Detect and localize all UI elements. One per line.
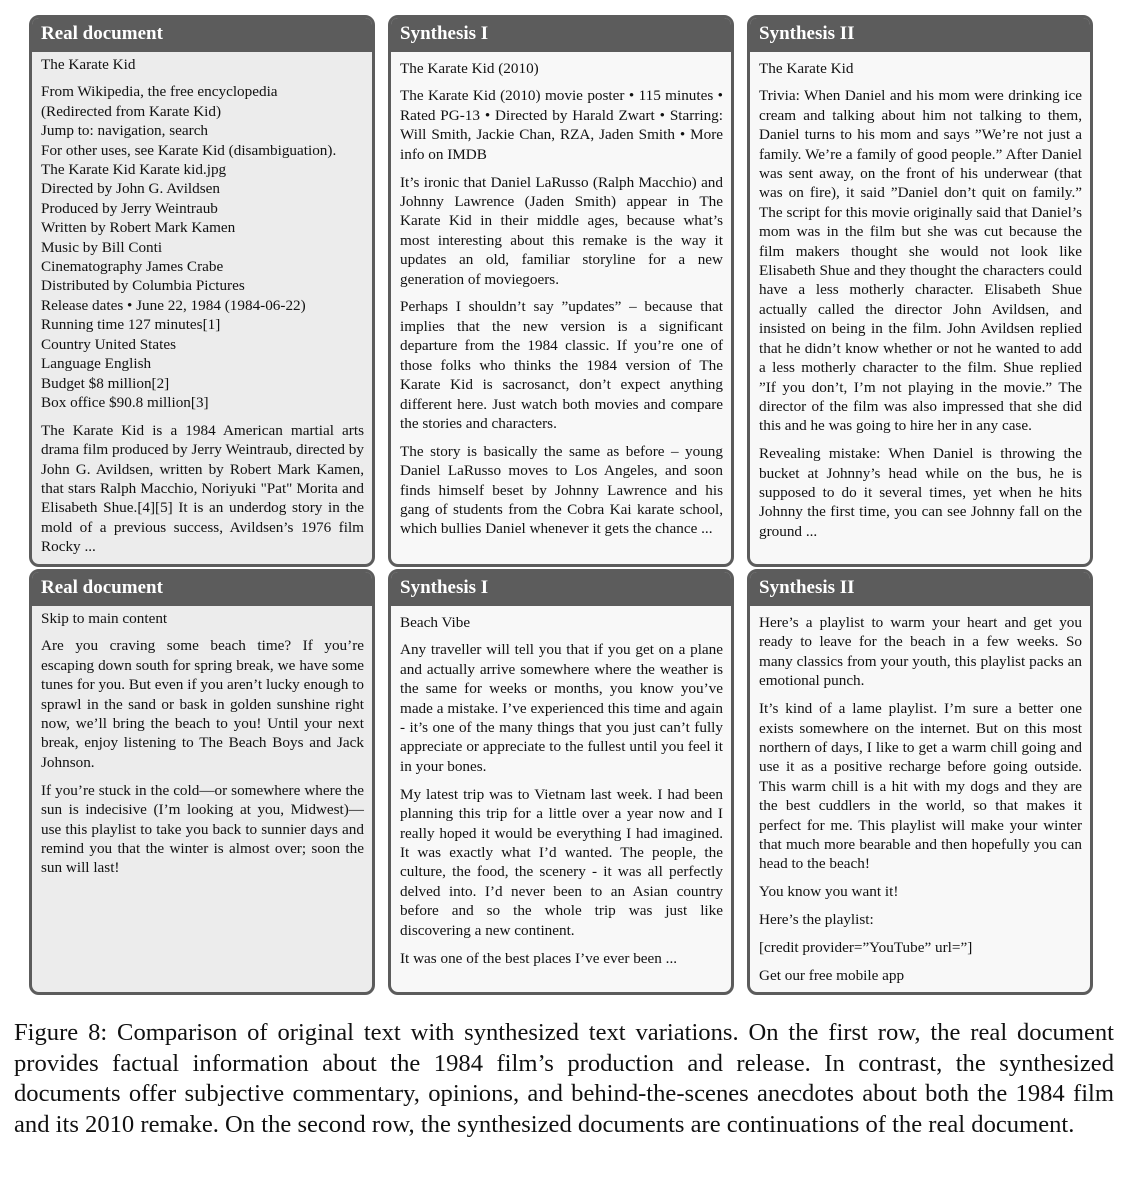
infobox-line: Country United States: [41, 335, 176, 353]
infobox-lines: [41, 82, 364, 412]
paragraph: The story is basically the same as before – young Daniel LaRusso moves to Los Angeles, and soon finds himself beset by Johnny Lawrence and his gang of students from the Cobra Kai karate school, which bullies Daniel whenever it gets the chance ...: [400, 442, 723, 538]
infobox-line: Running time 127 minutes[1]: [41, 316, 221, 334]
document-title: Beach Vibe: [400, 614, 471, 631]
figure-caption: [14, 1018, 1114, 1140]
document-title: The Karate Kid: [41, 56, 136, 73]
paragraph: Revealing mistake: When Daniel is throwing the bucket at Johnny’s head while on the bus, he is supposed to do it several times, yet when he hits Johnny the first time, you can see Johnny fall on the ground ...: [759, 445, 1082, 540]
infobox-line: (Redirected from Karate Kid): [41, 102, 222, 120]
card-header: Synthesis II: [750, 572, 1090, 606]
paragraph: [credit provider=”YouTube” url=”]: [759, 939, 973, 957]
card-real-document-row2: [29, 569, 375, 995]
infobox-line: Budget $8 million[2]: [41, 374, 170, 392]
card-body: [32, 52, 372, 557]
card-header: Synthesis II: [750, 18, 1090, 52]
paragraph: Trivia: When Daniel and his mom were drinking ice cream and talking about him not talking to them, Daniel turns to his mom and says ”We’re not just a family. We’re a family of good people.” After Daniel was sent away, on the front of his underwear (that was on fire), it said ”Daniel don’t quit on family.” The script for this movie originally said that Daniel’s mom was in the film but she was cut because the film makers thought she would not look like Elisabeth Shue and they thought the characters could have a less motherly character. Elisabeth Shue actually called the director John Avildsen, and insisted on being in the film. John Avildsen replied that he didn’t know whether or not he wanted to add a less motherly character to the film. Shue replied ”If you don’t, I’m not playing in the movie.” The director of the film was also impressed that she did this and he was going to hire her in any case.: [759, 87, 1082, 435]
paragraph: Here’s the playlist:: [759, 911, 874, 929]
infobox-line: Directed by John G. Avildsen: [41, 180, 220, 198]
card-synthesis-2-row2: [747, 569, 1093, 995]
document-title: The Karate Kid: [759, 60, 854, 77]
infobox-line: Language English: [41, 355, 152, 373]
infobox-line: Jump to: navigation, search: [41, 122, 209, 140]
paragraph: You know you want it!: [759, 883, 899, 901]
card-synthesis-1-row2: [388, 569, 734, 995]
paragraph: Here’s a playlist to warm your heart and get you ready to leave for the beach in a few weeks. So many classics from your youth, this playlist packs an emotional punch.: [759, 614, 1082, 690]
document-title: The Karate Kid (2010): [400, 60, 539, 77]
paragraph: It was one of the best places I’ve ever been ...: [400, 949, 678, 967]
infobox-line: Cinematography James Crabe: [41, 258, 224, 276]
card-header: Synthesis I: [391, 572, 731, 606]
card-synthesis-1-row1: [388, 15, 734, 567]
infobox-line: Music by Bill Conti: [41, 238, 163, 256]
paragraph: Perhaps I shouldn’t say ”updates” – because that implies that the new version is a significant departure from the 1984 classic. If you’re one of those folks who thinks the 1984 version of The Karate Kid is sacrosanct, don’t expect anything different here. Just watch both movies and compare the stories and characters.: [400, 298, 723, 432]
infobox-line: The Karate Kid Karate kid.jpg: [41, 161, 227, 179]
card-body: [750, 52, 1090, 541]
infobox-line: From Wikipedia, the free encyclopedia: [41, 83, 278, 101]
infobox-line: Written by Robert Mark Kamen: [41, 219, 236, 237]
paragraph: Get our free mobile app: [759, 967, 905, 984]
paragraph: Are you craving some beach time? If you’re escaping down south for spring break, we have some tunes for you. But even if you aren’t lucky enough to sprawl in the sand or bask in golden sunshine right now, we’ll bring the beach to you! Until your next break, enjoy listening to The Beach Boys and Jack Johnson.: [41, 637, 364, 771]
document-title: Skip to main content: [41, 610, 168, 627]
paragraph: It’s ironic that Daniel LaRusso (Ralph Macchio) and Johnny Lawrence (Jaden Smith) appear in The Karate Kid in their middle ages, because what’s most interesting about this remake is the way it updates an old, familiar storyline for a new generation of moviegoers.: [400, 173, 723, 288]
infobox-line: Produced by Jerry Weintraub: [41, 199, 218, 217]
card-synthesis-2-row1: [747, 15, 1093, 567]
paragraph: If you’re stuck in the cold—or somewhere where the sun is indecisive (I’m looking at you, Midwest)—use this playlist to take you back to sunnier days and remind you that the winter is almost over; soon the sun will last!: [41, 781, 364, 877]
card-real-document-row1: [29, 15, 375, 567]
card-header: Real document: [32, 18, 372, 52]
paragraph: Any traveller will tell you that if you get on a plane and actually arrive somewhere where the weather is the same for weeks or months, you know you’ve made a mistake. I’ve experienced this time and again - it’s one of the many things that you just can’t fully appreciate or appreciate to the fullest until you feel it in your bones.: [400, 641, 723, 775]
paragraph: The Karate Kid is a 1984 American martial arts drama film produced by Jerry Weintraub, directed by John G. Avildsen, written by Robert Mark Kamen, that stars Ralph Macchio, Noriyuki "Pat" Morita and Elisabeth Shue.[4][5] It is an underdog story in the mold of a previous success, Avildsen’s 1976 film Rocky ...: [41, 421, 364, 556]
card-body: [750, 606, 1090, 985]
paragraph: It’s kind of a lame playlist. I’m sure a better one exists somewhere on the internet. But on this most northern of days, I like to get a warm chill going and use it as a positive recharge before going outside. This warm chill is a hit with my dogs and they are the best cuddlers in the world, so that makes it perfect for me. This playlist will make your winter that much more bearable and then hopefully you can head to the beach!: [759, 700, 1082, 873]
infobox-line: Release dates • June 22, 1984 (1984-06-22): [41, 296, 306, 314]
card-body: [32, 606, 372, 878]
card-body: [391, 52, 731, 539]
infobox-line: Distributed by Columbia Pictures: [41, 277, 245, 295]
infobox-line: For other uses, see Karate Kid (disambiguation).: [41, 141, 337, 159]
caption-text: Figure 8: Comparison of original text with synthesized text variations. On the first row, the real document provides factual information about the 1984 film’s production and release. In contrast, the synthesized documents offer subjective commentary, opinions, and behind-the-scenes anecdotes about both the 1984 film and its 2010 remake. On the second row, the synthesized documents are continuations of the real document.: [14, 1019, 1114, 1138]
card-header: Synthesis I: [391, 18, 731, 52]
paragraph: The Karate Kid (2010) movie poster • 115 minutes • Rated PG-13 • Directed by Harald Zwart • Starring: Will Smith, Jackie Chan, RZA, Jaden Smith • More info on IMDB: [400, 87, 723, 163]
paragraph: My latest trip was to Vietnam last week. I had been planning this trip for a little over a year now and I really hoped it would be everything I had imagined. It was exactly what I’d wanted. The people, the culture, the food, the scenery - it was all perfectly delved into. I’d never been to an Asian country before and so the whole trip was just like discovering a new continent.: [400, 785, 723, 939]
card-header: Real document: [32, 572, 372, 606]
card-body: [391, 606, 731, 968]
infobox-line: Box office $90.8 million[3]: [41, 393, 209, 411]
